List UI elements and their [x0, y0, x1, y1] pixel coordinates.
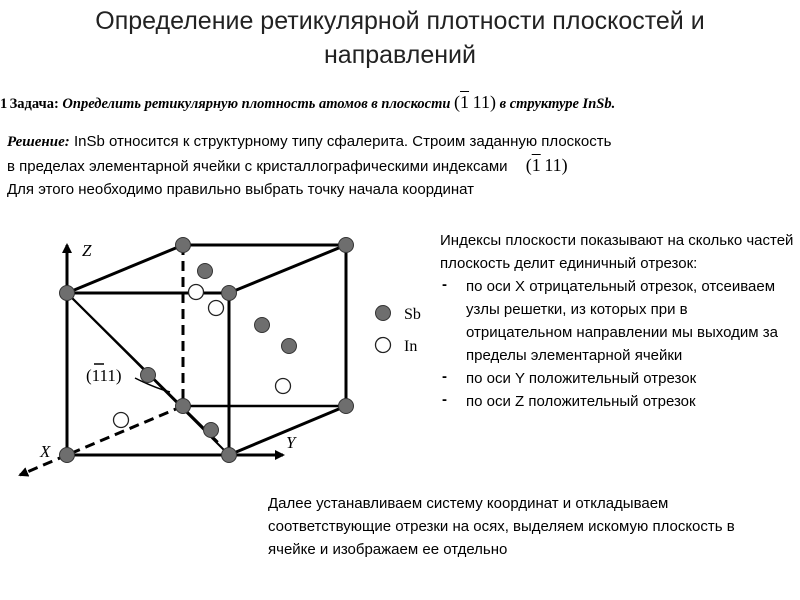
axis-y-label: Y	[286, 433, 296, 452]
legend-in-marker	[376, 338, 391, 353]
sb-atom	[176, 399, 191, 414]
explanation-intro: Индексы плоскости показывают на сколько частей плоскость делит единичный отрезок:	[440, 232, 794, 272]
unit-cell-diagram	[0, 225, 440, 485]
sb-atom	[222, 448, 237, 463]
sb-atom	[222, 286, 237, 301]
explanation-item-z: - по оси Z положительный отрезок	[440, 390, 795, 413]
sb-atom	[282, 339, 297, 354]
legend-in-label: In	[404, 338, 418, 355]
solution-block	[7, 130, 797, 201]
solution-miller-index: (1 11)	[525, 155, 568, 175]
sb-atom	[339, 399, 354, 414]
sb-atom	[198, 264, 213, 279]
conclusion-text: Далее устанавливаем систему координат и откладываем соответствующие отрезки на осях, выделяем искомую плоскость в ячейке и изображаем ее отдельно	[268, 495, 735, 558]
task-text: Определить ретикулярную плотность атомов в плоскости	[62, 96, 451, 112]
explanation-item-x: - по оси X отрицательный отрезок, отсеиваем узлы решетки, из которых при в отрицательном направлении мы выходим за пределы элементарной ячейки	[440, 275, 795, 367]
legend-sb-marker	[376, 306, 391, 321]
explanation-block	[440, 229, 795, 413]
task-label: Задача:	[9, 96, 59, 112]
sb-atom	[204, 423, 219, 438]
task-miller-index: (1 11)	[454, 92, 496, 112]
solution-line-2: в пределах элементарной ячейки с кристаллографическими индексами	[7, 158, 508, 175]
solution-line-1: InSb относится к структурному типу сфалерита. Строим заданную плоскость	[73, 133, 612, 150]
sb-atom	[339, 238, 354, 253]
page-title: Определение ретикулярной плотности плоскостей и направлений	[95, 7, 705, 69]
legend-sb-label: Sb	[404, 306, 421, 323]
axis-z-label: Z	[82, 241, 92, 260]
in-atom	[114, 413, 129, 428]
solution-line-3: Для этого необходимо правильно выбрать точку начала координат	[7, 181, 474, 198]
in-atom	[209, 301, 224, 316]
task-number: 1	[0, 96, 8, 112]
sb-atom	[255, 318, 270, 333]
task-statement	[0, 92, 800, 113]
axis-x-label: X	[40, 442, 51, 461]
plane-label: (111)	[86, 366, 122, 385]
in-atom	[276, 379, 291, 394]
explanation-item-y: - по оси Y положительный отрезок	[440, 367, 795, 390]
sb-atom	[141, 368, 156, 383]
in-atom	[189, 285, 204, 300]
solution-label: Решение:	[7, 134, 70, 150]
explanation-list	[440, 275, 795, 413]
sb-atom	[60, 448, 75, 463]
sb-atom	[60, 286, 75, 301]
sb-atom	[176, 238, 191, 253]
task-suffix: в структуре InSb.	[499, 96, 616, 112]
